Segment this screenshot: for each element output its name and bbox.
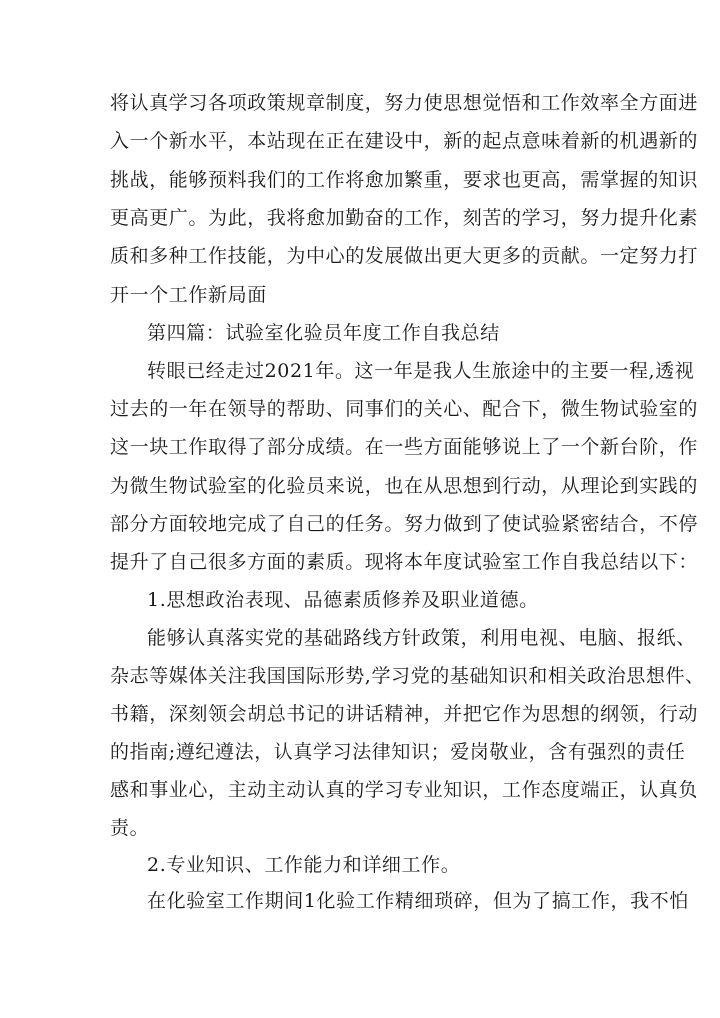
paragraph-line: 书籍，深刻领会胡总书记的讲话精神，并把它作为思想的纲领，行动 <box>110 703 699 725</box>
numbered-heading: 1.思想政治表现、品德素质修养及职业道德。 <box>147 589 539 611</box>
paragraph-line: 更高更广。为此，我将愈加勤奋的工作，刻苦的学习，努力提升化素 <box>110 207 699 229</box>
paragraph-line: 感和事业心，主动主动认真的学习专业知识，工作态度端正，认真负 <box>110 779 699 801</box>
paragraph-line: 在化验室工作期间1化验工作精细琐碎，但为了搞工作，我不怕 <box>147 890 689 912</box>
paragraph-line: 的指南;遵纪遵法，认真学习法律知识；爱岗敬业，含有强烈的责任 <box>110 741 686 763</box>
paragraph-line: 能够认真落实党的基础路线方针政策，利用电视、电脑、报纸、 <box>147 627 696 649</box>
paragraph-line: 质和多种工作技能，为中心的发展做出更大更多的贡献。一定努力打 <box>110 245 699 267</box>
paragraph-line: 杂志等媒体关注我国国际形势,学习党的基础知识和相关政治思想件、 <box>110 665 705 687</box>
section-heading: 第四篇：试验室化验员年度工作自我总结 <box>147 322 500 344</box>
paragraph-line: 将认真学习各项政策规章制度，努力使思想觉悟和工作效率全方面进 <box>110 92 699 114</box>
paragraph-line: 转眼已经走过2021年。这一年是我人生旅途中的主要一程,透视 <box>147 360 695 382</box>
paragraph-line: 过去的一年在领导的帮助、同事们的关心、配合下，微生物试验室的 <box>110 398 699 420</box>
paragraph-line: 挑战，能够预料我们的工作将愈加繁重，要求也更高，需掌握的知识 <box>110 169 699 191</box>
paragraph-line: 入一个新水平，本站现在正在建设中，新的起点意味着新的机遇新的 <box>110 130 699 152</box>
paragraph-line: 开一个工作新局面 <box>110 284 267 306</box>
numbered-heading: 2.专业知识、工作能力和详细工作。 <box>147 854 461 876</box>
paragraph-line: 这一块工作取得了部分成绩。在一些方面能够说上了一个新台阶，作 <box>110 436 699 458</box>
paragraph-line: 部分方面较地完成了自己的任务。努力做到了使试验紧密结合，不停 <box>110 513 699 535</box>
paragraph-line: 为微生物试验室的化验员来说，也在从思想到行动，从理论到实践的 <box>110 475 699 497</box>
paragraph-line: 责。 <box>110 817 150 839</box>
paragraph-line: 提升了自己很多方面的素质。现将本年度试验室工作自我总结以下： <box>110 551 699 573</box>
